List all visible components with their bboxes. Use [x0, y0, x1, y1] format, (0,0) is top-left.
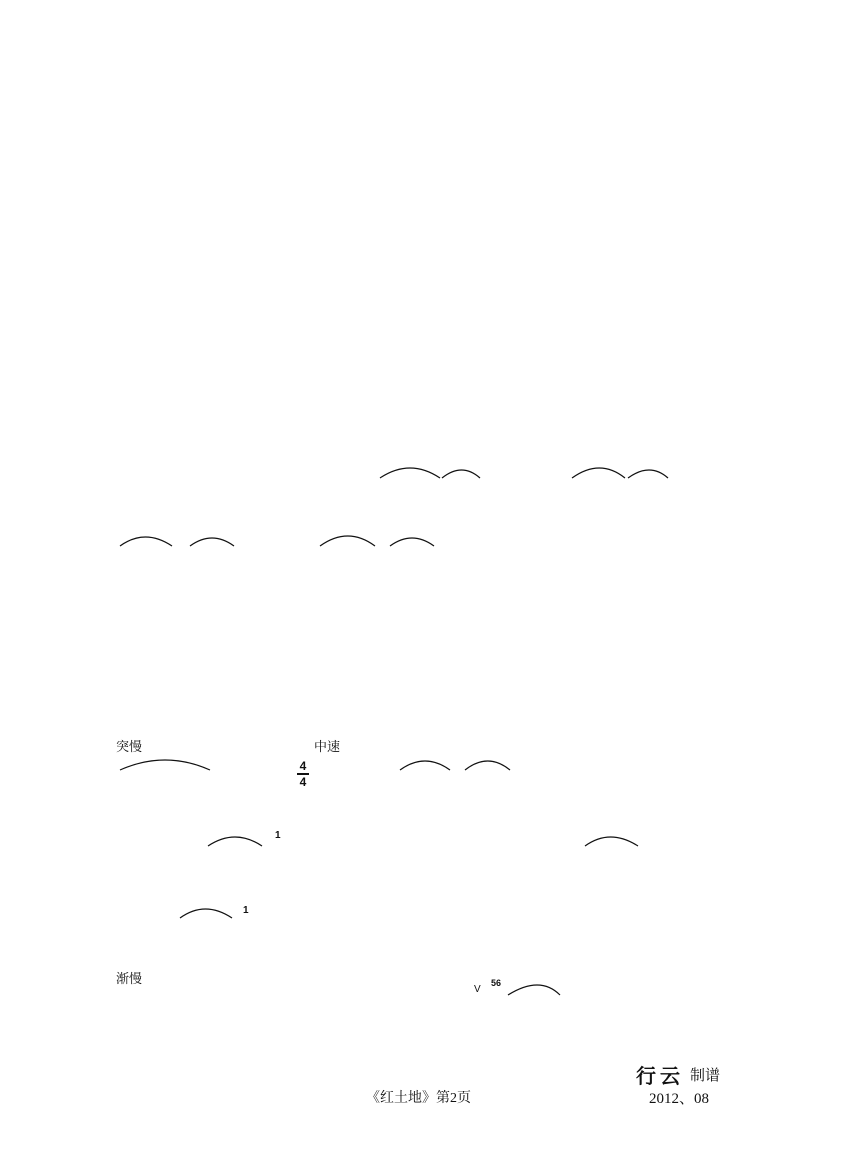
score-row: [118, 842, 758, 882]
score-row: [118, 320, 758, 360]
score-row: [118, 619, 758, 659]
score-row: [118, 246, 758, 286]
score-row: [118, 916, 758, 956]
tempo-medium: 中速: [314, 739, 341, 754]
score-row: [118, 396, 758, 436]
author-name: 行云: [636, 1064, 684, 1088]
grace-note-3: 56: [491, 978, 502, 988]
breath-mark: V: [474, 984, 481, 995]
time-sig-bottom: 4: [299, 774, 307, 789]
made-label: 制谱: [690, 1068, 721, 1084]
grace-note-2: 1: [243, 905, 249, 916]
score-row: [118, 545, 758, 585]
grace-note-1: 1: [275, 830, 281, 841]
time-signature: [297, 760, 309, 788]
score-row: [118, 766, 758, 806]
page-title: 《红土地》第2页: [366, 1091, 471, 1106]
tempo-gradual-slow: 渐慢: [116, 971, 143, 986]
score-row: [118, 172, 758, 212]
tempo-sudden-slow: 突慢: [116, 739, 143, 754]
score-row: [118, 990, 758, 1030]
date-label: 2012、08: [649, 1091, 710, 1107]
score-row: [118, 694, 758, 734]
score-row: [118, 470, 758, 510]
time-sig-top: 4: [299, 759, 307, 773]
